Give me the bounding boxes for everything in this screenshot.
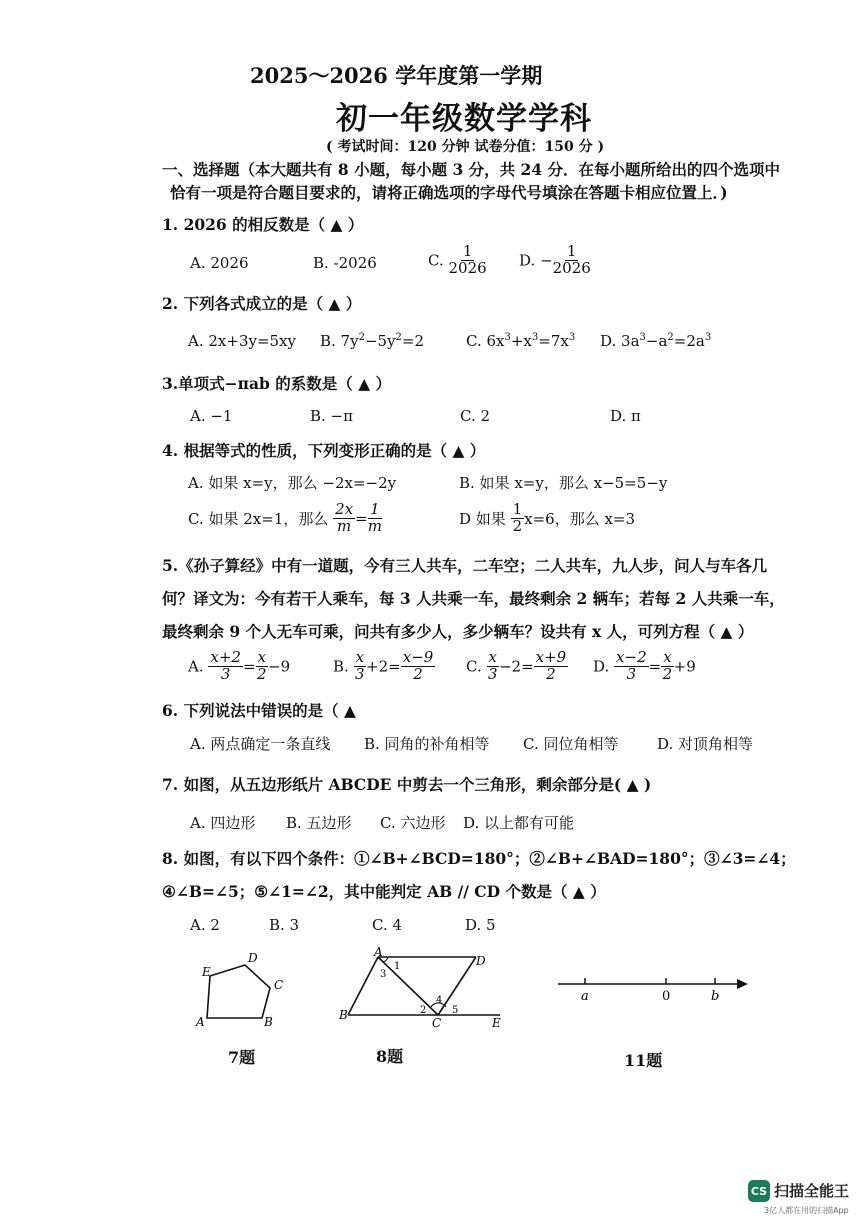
fig8-label-E: E [492,1016,501,1030]
q4-option-d: D 如果 $\frac{1}{2}$ x=6，那么 x=3 [459,500,636,535]
q8-line1: 8. 如图，有以下四个条件：①∠B+∠BCD=180°；②∠B+∠BAD=180°；③∠3=∠4； [162,849,796,868]
q6-stem: 6. 下列说法中错误的是（ ▲ [162,701,356,720]
fig8-label-D: D [476,954,486,968]
q5-line1: 5.《孙子算经》中有一道题，今有三人共车，二车空；二人共车，九人步，问人与车各几 [162,556,768,575]
q7-option-d: D. 以上都有可能 [463,814,575,832]
q4-option-b: B. 如果 x=y，那么 x−5=5−y [459,474,668,492]
q7-stem: 7. 如图，从五边形纸片 ABCDE 中剪去一个三角形，剩余部分是( ▲ ) [162,775,652,794]
q6-option-a: A. 两点确定一条直线 [190,735,331,753]
q7-option-b: B. 五边形 [286,814,352,832]
figure-7-caption: 7题 [228,1048,256,1067]
q6-option-b: B. 同角的补角相等 [364,735,490,753]
label-b: b [711,989,720,1004]
q5-option-c: C. $\frac{x}{3}$ −2= $\frac{x+9}{2}$ [466,648,567,683]
section1-instruction-line1: 一、选择题（本大题共有 8 小题，每小题 3 分，共 24 分．在每小题所给出的四个选项中 [162,160,781,179]
q2-option-b: B. $7y^2-5y^2=2$ [320,332,425,350]
q3-option-a: A. −1 [190,407,233,425]
q7-option-c: C. 六边形 [380,814,446,832]
figure-8-caption: 8题 [376,1047,404,1066]
q7-option-a: A. 四边形 [190,814,256,832]
q3-option-b: B. −π [310,407,353,425]
q5-line2: 何？译文为：今有若干人乘车，每 3 人共乘一车，最终剩余 2 辆车；若每 2 人共乘一车， [162,589,785,608]
fig8-angle-1: 1 [394,961,401,972]
q3-option-c: C. 2 [460,407,491,425]
q3-option-d: D. π [610,407,641,425]
q5-option-d: D. $\frac{x-2}{3}$ = $\frac{x}{2}$ +9 [593,648,696,683]
fig8-angle-5: 5 [452,1005,459,1016]
figure-11-number-line [552,970,752,1010]
fig8-line-AC [378,957,438,1015]
q1-option-c: C. $\frac{1}{2026}$ [428,242,487,277]
fig8-line-AB [348,957,378,1015]
q5-option-a: A. $\frac{x+2}{3}$ = $\frac{x}{2}$ −9 [188,648,291,683]
watermark-tagline: 3亿人都在用的扫描App [764,1206,849,1215]
fig8-angle-4: 4 [436,995,443,1006]
exam-year-title: 2025～2026 学年度第一学期 [250,63,543,88]
pentagon-shape [207,965,270,1018]
q1-option-a: A. 2026 [190,254,249,272]
q1-option-d: D. − $\frac{1}{2026}$ [519,242,591,277]
fig8-label-C: C [432,1016,442,1030]
label-zero: 0 [662,989,671,1004]
watermark-brand: 扫描全能王 [774,1182,850,1200]
fig7-label-C: C [274,978,284,992]
fig7-label-E: E [202,965,211,979]
fig7-label-A: A [196,1015,205,1029]
figure-8-parallelogram [336,945,506,1035]
section1-instruction-line2: 恰有一项是符合题目要求的，请将正确选项的字母代号填涂在答题卡相应位置上．) [170,183,728,202]
q6-option-d: D. 对顶角相等 [657,735,754,753]
q8-line2: ④∠B=∠5；⑤∠1=∠2，其中能判定 AB // CD 个数是（ ▲ ） [162,882,606,901]
q2-option-d: D. $3a^3-a^2=2a^3$ [600,332,712,350]
label-a: a [581,989,589,1004]
fig7-label-D: D [248,951,258,965]
figure-7-pentagon [190,950,290,1035]
q8-option-c: C. 4 [372,916,403,934]
q5-line3: 最终剩余 9 个人无车可乘，问共有多少人，多少辆车？设共有 x 人，可列方程（ ▲ ） [162,622,754,641]
fig8-angle-3: 3 [380,969,387,980]
q2-stem: 2. 下列各式成立的是（ ▲ ） [162,294,362,313]
q1-stem: 1. 2026 的相反数是（ ▲ ） [162,215,364,234]
q5-option-b: B. $\frac{x}{3}$ +2= $\frac{x-9}{2}$ [333,648,434,683]
number-line-arrow [737,979,748,989]
q2-option-a: A. 2x+3y=5xy [188,332,297,350]
q8-option-d: D. 5 [465,916,496,934]
q6-option-c: C. 同位角相等 [523,735,619,753]
q3-stem: 3.单项式−πab 的系数是（ ▲ ） [162,374,392,393]
subject-title: 初一年级数学学科 [336,101,592,137]
q2-option-c: C. $6x^3+x^3=7x^3$ [466,332,576,350]
q1-option-b: B. -2026 [313,254,377,272]
q4-option-c: C. 如果 2x=1，那么 $\frac{2x}{m}$ = $\frac{1}{m}$ [188,500,382,535]
camscanner-logo-icon: CS [748,1180,770,1202]
fig8-angle-2: 2 [420,1005,427,1016]
fig8-label-B: B [339,1008,348,1022]
q8-option-b: B. 3 [269,916,300,934]
fig7-label-B: B [264,1015,273,1029]
q4-option-a: A. 如果 x=y，那么 −2x=−2y [188,474,397,492]
q8-option-a: A. 2 [190,916,220,934]
fig8-label-A: A [374,945,383,959]
figure-11-caption: 11题 [624,1051,663,1070]
q4-stem: 4. 根据等式的性质，下列变形正确的是（ ▲ ） [162,441,486,460]
exam-info: ( 考试时间：120 分钟 试卷分值：150 分 ) [326,139,605,155]
